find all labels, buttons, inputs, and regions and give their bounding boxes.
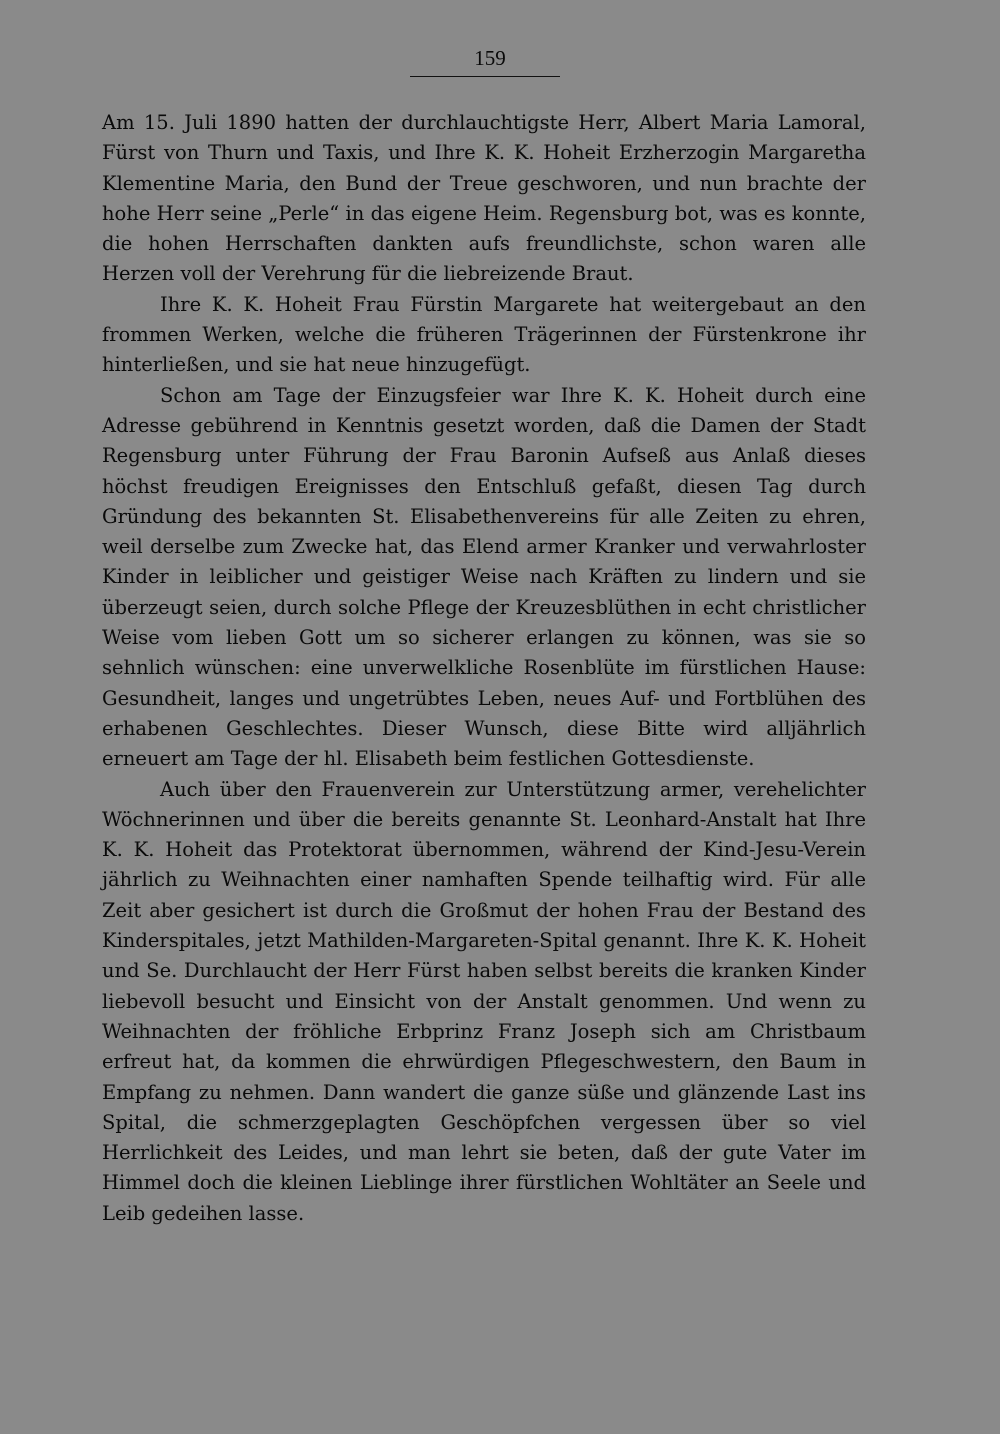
page-number-rule bbox=[410, 76, 560, 77]
paragraph-4: Auch über den Frauenverein zur Unterstützung armer, verehelichter Wöchnerinnen und über die bereits genannte St. Leonhard-Anstalt hat Ihre K. K. Hoheit das Protektorat übernommen, während der Kind-Jesu-Verein jährlich zu Weihnachten einer namhaften Spende teilhaftig wird. Für alle Zeit aber gesichert ist durch die Großmut der hohen Frau der Bestand des Kinderspitales, jetzt Mathilden-Margareten-Spital genannt. Ihre K. K. Hoheit und Se. Durchlaucht der Herr Fürst haben selbst bereits die kranken Kinder liebevoll besucht und Einsicht von der Anstalt genommen. Und wenn zu Weihnachten der fröhliche Erbprinz Franz Joseph sich am Christbaum erfreut hat, da kommen die ehrwürdigen Pflegeschwestern, den Baum in Empfang zu nehmen. Dann wandert die ganze süße und glänzende Last ins Spital, die schmerzgeplagten Geschöpfchen vergessen über so viel Herrlichkeit des Leides, und man lehrt sie beten, daß der gute Vater im Himmel doch die kleinen Lieblinge ihrer fürstlichen Wohltäter an Seele und Leib gedeihen lasse. bbox=[102, 777, 866, 1225]
body-text bbox=[102, 108, 866, 1229]
paragraph-1: Am 15. Juli 1890 hatten der durchlauchtigste Herr, Albert Maria Lamoral, Fürst von Thurn und Taxis, und Ihre K. K. Hoheit Erzherzogin Margaretha Klementine Maria, den Bund der Treue geschworen, und nun brachte der hohe Herr seine „Perle“ in das eigene Heim. Regensburg bot, was es konnte, die hohen Herrschaften dankten aufs freundlichste, schon waren alle Herzen voll der Verehrung für die liebreizende Braut. bbox=[102, 111, 866, 286]
paragraph-3: Schon am Tage der Einzugsfeier war Ihre K. K. Hoheit durch eine Adresse gebührend in Kenntnis gesetzt worden, daß die Damen der Stadt Regensburg unter Führung der Frau Baronin Aufseß aus Anlaß dieses höchst freudigen Ereignisses den Entschluß gefaßt, diesen Tag durch Gründung des bekannten St. Elisabethenvereins für alle Zeiten zu ehren, weil derselbe zum Zwecke hat, das Elend armer Kranker und verwahrloster Kinder in leiblicher und geistiger Weise nach Kräften zu lindern und sie überzeugt seien, durch solche Pflege der Kreuzesblüthen in echt christlicher Weise vom lieben Gott um so sicherer erlangen zu können, was sie so sehnlich wünschen: eine unverwelkliche Rosenblüte im fürstlichen Hause: Gesundheit, langes und ungetrübtes Leben, neues Auf- und Fortblühen des erhabenen Geschlechtes. Dieser Wunsch, diese Bitte wird alljährlich erneuert am Tage der hl. Elisabeth beim festlichen Gottesdienste. bbox=[102, 383, 866, 771]
page-number: 159 bbox=[474, 46, 506, 70]
paragraph-2: Ihre K. K. Hoheit Frau Fürstin Margarete hat weitergebaut an den frommen Werken, welche die früheren Trägerinnen der Fürstenkrone ihr hinterließen, und sie hat neue hinzugefügt. bbox=[102, 292, 866, 377]
